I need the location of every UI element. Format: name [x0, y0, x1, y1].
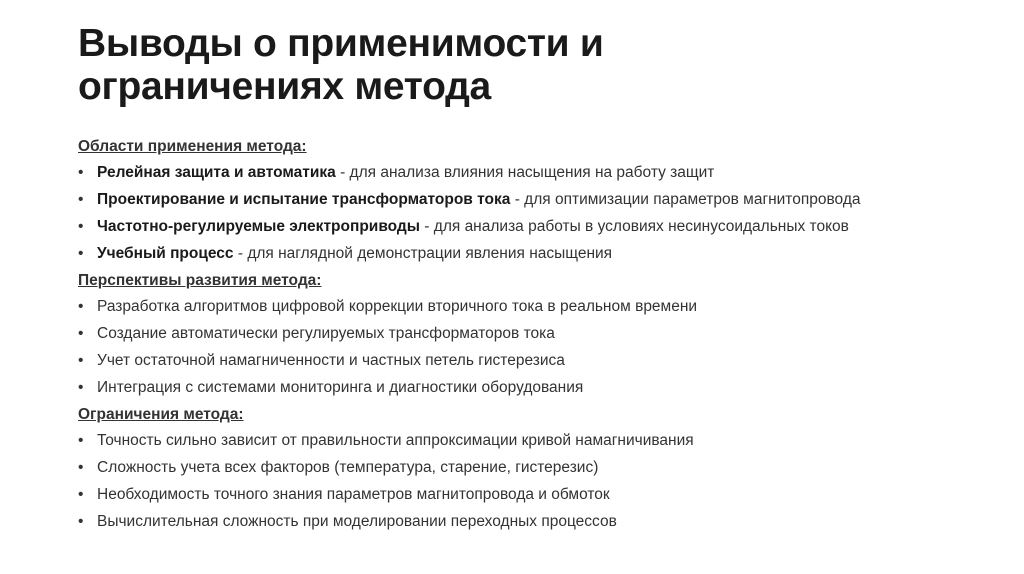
- item-text: - для оптимизации параметров магнитопровода: [510, 191, 861, 208]
- bullet-icon: •: [78, 325, 84, 342]
- section-heading-limitations: Ограничения метода:: [78, 406, 244, 423]
- bullet-icon: •: [78, 459, 84, 476]
- bullet-icon: •: [78, 379, 84, 396]
- title-line-2: ограничениях метода: [78, 65, 491, 108]
- bullet-icon: •: [78, 164, 84, 181]
- section-heading-applications: Области применения метода:: [78, 138, 307, 155]
- list-item: [78, 432, 978, 449]
- list-item: [78, 325, 978, 342]
- title-line-1: Выводы о применимости и: [78, 22, 604, 65]
- list-item: [78, 298, 978, 315]
- list-item: [78, 352, 978, 369]
- item-term: Релейная защита и автоматика: [97, 164, 336, 181]
- item-text: - для анализа работы в условиях несинусоидальных токов: [420, 218, 849, 235]
- item-term: Частотно-регулируемые электроприводы: [97, 218, 420, 235]
- list-item: [78, 218, 978, 235]
- bullet-icon: •: [78, 486, 84, 503]
- item-text: Разработка алгоритмов цифровой коррекции вторичного тока в реальном времени: [97, 298, 698, 315]
- bullet-icon: •: [78, 513, 84, 530]
- item-text: Вычислительная сложность при моделировании переходных процессов: [97, 513, 617, 530]
- item-term: Учебный процесс: [97, 245, 234, 262]
- bullet-icon: •: [78, 191, 84, 208]
- item-text: - для анализа влияния насыщения на работу защит: [335, 164, 715, 181]
- list-item: [78, 164, 978, 181]
- section-heading-prospects: Перспективы развития метода:: [78, 272, 322, 289]
- item-text: Точность сильно зависит от правильности аппроксимации кривой намагничивания: [97, 432, 694, 449]
- bullet-list-limitations: [78, 432, 978, 530]
- slide-content: [78, 138, 978, 540]
- bullet-icon: •: [78, 218, 84, 235]
- slide-title: [78, 22, 604, 108]
- list-item: [78, 486, 978, 503]
- list-item: [78, 191, 978, 208]
- bullet-icon: •: [78, 245, 84, 262]
- bullet-list-applications: [78, 164, 978, 262]
- item-text: Создание автоматически регулируемых трансформаторов тока: [97, 325, 555, 342]
- list-item: [78, 459, 978, 476]
- item-text: Сложность учета всех факторов (температура, старение, гистерезис): [97, 459, 599, 476]
- bullet-list-prospects: [78, 298, 978, 396]
- item-text: Учет остаточной намагниченности и частных петель гистерезиса: [97, 352, 565, 369]
- item-text: Необходимость точного знания параметров магнитопровода и обмоток: [97, 486, 610, 503]
- bullet-icon: •: [78, 352, 84, 369]
- list-item: [78, 245, 978, 262]
- bullet-icon: •: [78, 298, 84, 315]
- item-text: Интеграция с системами мониторинга и диагностики оборудования: [97, 379, 584, 396]
- list-item: [78, 513, 978, 530]
- list-item: [78, 379, 978, 396]
- item-term: Проектирование и испытание трансформаторов тока: [97, 191, 511, 208]
- item-text: - для наглядной демонстрации явления насыщения: [233, 245, 613, 262]
- bullet-icon: •: [78, 432, 84, 449]
